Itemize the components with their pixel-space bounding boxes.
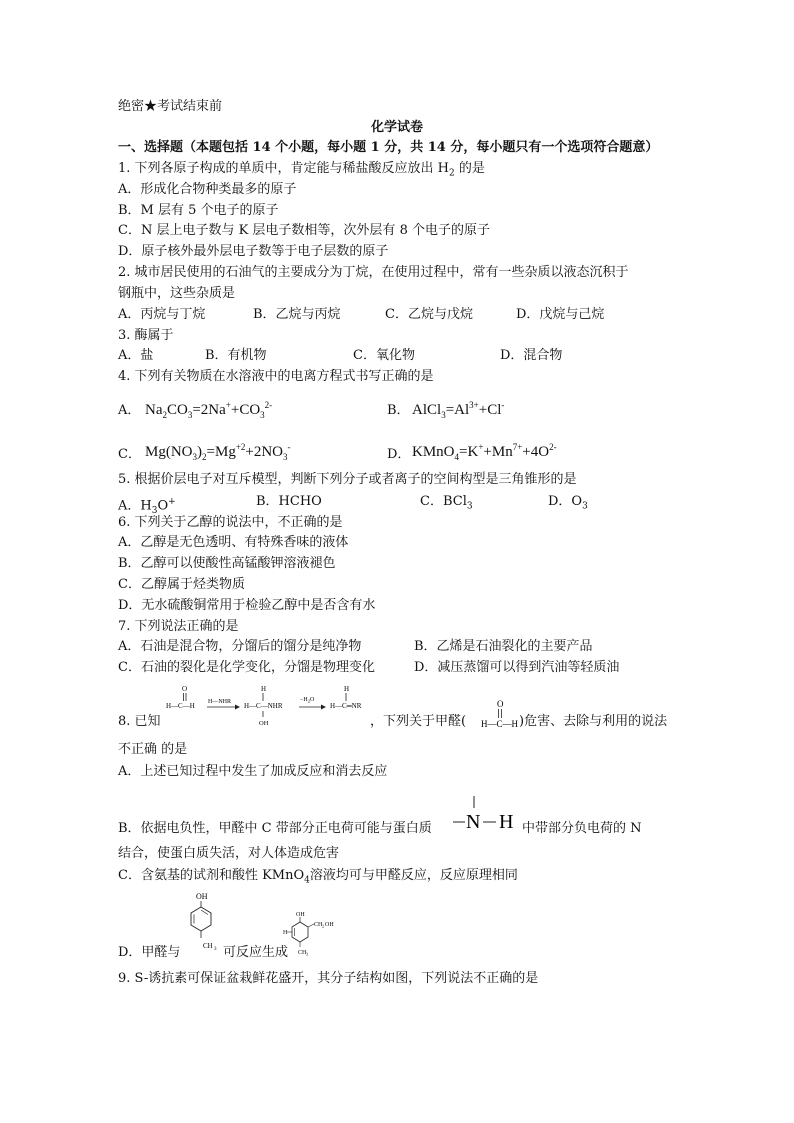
confidential-label: 绝密★考试结束前 (118, 99, 223, 114)
svg-text:CH: CH (203, 942, 213, 950)
p-cresol-structure (184, 890, 220, 954)
intermediate-oh-group: OH (259, 720, 269, 726)
q8-option-a: A．上述已知过程中发生了加成反应和消去反应 (118, 764, 388, 779)
q4-option-c-equation: $Mg(NO_3)_2=Mg^{+2}+2NO_3^-$ (145, 442, 291, 462)
svg-text:H: H (283, 930, 288, 936)
svg-text:CH: CH (314, 922, 323, 928)
svg-text:2: 2 (322, 923, 324, 929)
intermediate-top-h: H (261, 685, 267, 693)
q1-option-b: B．M 层有 5 个电子的原子 (118, 203, 279, 218)
q8-option-d: D．甲醛与 (118, 945, 181, 960)
question-7-stem: 7. 下列说法正确的是 (118, 619, 239, 634)
question-2-stem: 2. 城市居民使用的石油气的主要成分为丁烷，在使用过程中，常有一些杂质以液态沉积于 (118, 265, 629, 280)
reagent-water-label: $-H_2O$ (300, 697, 315, 704)
q2-option-d: D．戊烷与己烷 (516, 307, 605, 322)
q3-option-d: D．混合物 (500, 348, 563, 363)
question-1-stem: 1. 下列各原子构成的单质中，肯定能与稀盐酸反应放出 $H_2$ 的是 (118, 161, 485, 179)
svg-text:H: H (499, 811, 514, 833)
q7-option-b: B．乙烯是石油裂化的主要产品 (414, 639, 593, 654)
question-8-stem-mid: ，下列关于甲醛( (370, 714, 467, 729)
q3-option-c: C．氧化物 (353, 348, 415, 363)
page-title: 化学试卷 (370, 120, 423, 135)
reaction-scheme-diagram (160, 682, 370, 726)
question-8-stem: 8. 已知 (118, 714, 161, 729)
question-4-stem: 4. 下列有关物质在水溶液中的电离方程式书写正确的是 (118, 369, 434, 384)
svg-text:3: 3 (306, 951, 308, 957)
q1-option-d: D．原子核外最外层电子数等于电子层数的原子 (118, 244, 389, 259)
question-9-stem: 9. S-诱抗素可保证盆栽鲜花盛开，其分子结构如图，下列说法不正确的是 (118, 971, 539, 986)
q5-option-c: C．BCl$_3$ (420, 494, 473, 512)
svg-text:OH: OH (196, 892, 208, 901)
q7-option-a: A．石油是混合物，分馏后的馏分是纯净物 (118, 639, 362, 654)
q6-option-a: A．乙醇是无色透明、有特殊香味的液体 (118, 535, 349, 550)
svg-text:H—C—H: H—C—H (481, 719, 519, 729)
question-6-stem: 6. 下列关于乙醇的说法中，不正确的是 (118, 515, 343, 530)
question-8-stem-end: )危害、去除与利用的说法 (519, 714, 668, 729)
q8-option-d-cont: 可反应生成 (223, 945, 289, 960)
q4-option-d-label: D． (387, 447, 411, 462)
q6-option-d: D．无水硫酸铜常用于检验乙醇中是否含有水 (118, 598, 376, 613)
svg-text:O: O (497, 699, 504, 709)
q2-option-c: C．乙烷与戊烷 (385, 307, 473, 322)
q5-option-a: A．$H_3O^+$ (118, 497, 176, 516)
q5-option-d: D．$O_3$ (548, 494, 588, 512)
q4-option-d-equation: $KMnO_4=K^++Mn^{7+}+4O^{2-}$ (412, 442, 557, 462)
q8-option-c: C．含氨基的试剂和酸性 KMnO$_4$溶液均可与甲醛反应，反应原理相同 (118, 868, 518, 886)
q6-option-c: C．乙醇属于烃类物质 (118, 577, 245, 592)
q4-option-b-equation: $AlCl_3=Al^{3+}+Cl^-$ (412, 400, 505, 420)
section-heading: 一、选择题（本题包括 14 个小题，每小题 1 分，共 14 分，每小题只有一个选项符合题意） (118, 140, 659, 155)
q4-option-a-equation: $Na_2CO_3=2Na^++CO_3^{2-}$ (145, 400, 273, 420)
formaldehyde-formula: H—C—H (166, 702, 195, 710)
q7-option-c: C．石油的裂化是化学变化，分馏是物理变化 (118, 660, 375, 675)
q1-option-a: A．形成化合物种类最多的原子 (118, 182, 297, 197)
q1-option-c: C．N 层上电子数与 K 层电子数相等，次外层有 8 个电子的原子 (118, 223, 490, 238)
q3-option-a: A．盐 (118, 348, 154, 363)
formaldehyde-o-atom: O (182, 685, 188, 693)
question-5-stem: 5. 根据价层电子对互斥模型，判断下列分子或者离子的空间构型是三角锥形的是 (118, 472, 577, 487)
q4-option-b-label: B． (387, 403, 410, 418)
reagent-amine-label: H—NHR (208, 699, 232, 705)
q3-option-b: B．有机物 (205, 348, 267, 363)
q8-option-b-line2: 结合，使蛋白质失活，对人体造成危害 (118, 846, 340, 861)
q4-option-c-label: C． (118, 447, 141, 462)
question-2-stem-cont: 钢瓶中，这些杂质是 (118, 286, 236, 301)
question-3-stem: 3. 酶属于 (118, 328, 174, 343)
hydroxymethyl-cresol-structure (283, 908, 353, 958)
imine-formula: H—C═NR (330, 702, 362, 710)
svg-text:CH: CH (298, 950, 307, 956)
svg-text:3: 3 (214, 947, 217, 952)
svg-text:OH: OH (296, 912, 305, 918)
q5-option-b: B．HCHO (256, 494, 322, 509)
nh-group-structure (450, 794, 520, 834)
q8-option-b-cont: 中带部分负电荷的 N (522, 821, 642, 836)
q2-option-a: A．丙烷与丁烷 (118, 307, 206, 322)
formaldehyde-structure (480, 698, 520, 732)
q7-option-d: D．减压蒸馏可以得到汽油等轻质油 (414, 660, 620, 675)
svg-text:OH: OH (325, 922, 334, 928)
intermediate-formula: H—C—NHR (244, 702, 283, 710)
imine-top-h: H (344, 685, 350, 693)
q8-option-b: B．依据电负性，甲醛中 C 带部分正电荷可能与蛋白质 (118, 821, 432, 836)
q2-option-b: B．乙烷与丙烷 (253, 307, 341, 322)
q4-option-a-label: A． (118, 403, 141, 418)
q6-option-b: B．乙醇可以使酸性高锰酸钾溶液褪色 (118, 556, 336, 571)
question-8-stem-cont: 不正确 的是 (118, 742, 188, 757)
svg-text:N: N (466, 811, 481, 833)
